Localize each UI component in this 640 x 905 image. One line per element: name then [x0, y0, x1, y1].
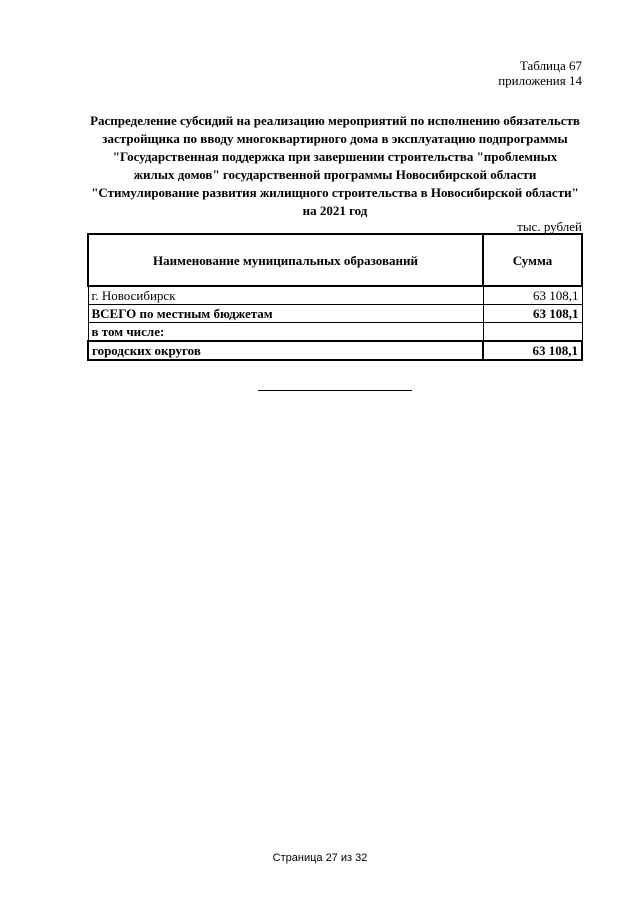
separator-line: [258, 390, 412, 391]
row-name: в том числе:: [88, 323, 483, 342]
table-header-row: [88, 234, 582, 286]
title-line: "Государственная поддержка при завершении строительства "проблемных: [112, 149, 558, 164]
table-row: [88, 305, 582, 323]
title-line: на 2021 год: [302, 203, 368, 218]
row-sum: 63 108,1: [483, 341, 582, 360]
appendix-number: приложения 14: [498, 73, 582, 88]
row-name: г. Новосибирск: [88, 286, 483, 305]
table-row: [88, 286, 582, 305]
table-row: [88, 323, 582, 342]
row-name: городских округов: [88, 341, 483, 360]
header-name: Наименование муниципальных образований: [88, 234, 483, 286]
table-row: [88, 341, 582, 360]
title-line: "Стимулирование развития жилищного строительства в Новосибирской области": [91, 185, 579, 200]
subsidy-table: [87, 233, 583, 361]
row-name: ВСЕГО по местным бюджетам: [88, 305, 483, 323]
row-sum: [483, 323, 582, 342]
header-sum: Сумма: [483, 234, 582, 286]
page-footer: Страница 27 из 32: [272, 852, 368, 864]
row-sum: 63 108,1: [483, 305, 582, 323]
table-reference: [498, 58, 582, 88]
table-number: Таблица 67: [519, 58, 582, 73]
title-line: застройщика по вводу многоквартирного дома в эксплуатацию подпрограммы: [102, 131, 568, 146]
units-label: тыс. рублей: [517, 219, 582, 234]
row-sum: 63 108,1: [483, 286, 582, 305]
title-line: Распределение субсидий на реализацию мероприятий по исполнению обязательств: [90, 113, 580, 128]
title-line: жилых домов" государственной программы Новосибирской области: [133, 167, 537, 182]
document-title: [80, 112, 590, 220]
